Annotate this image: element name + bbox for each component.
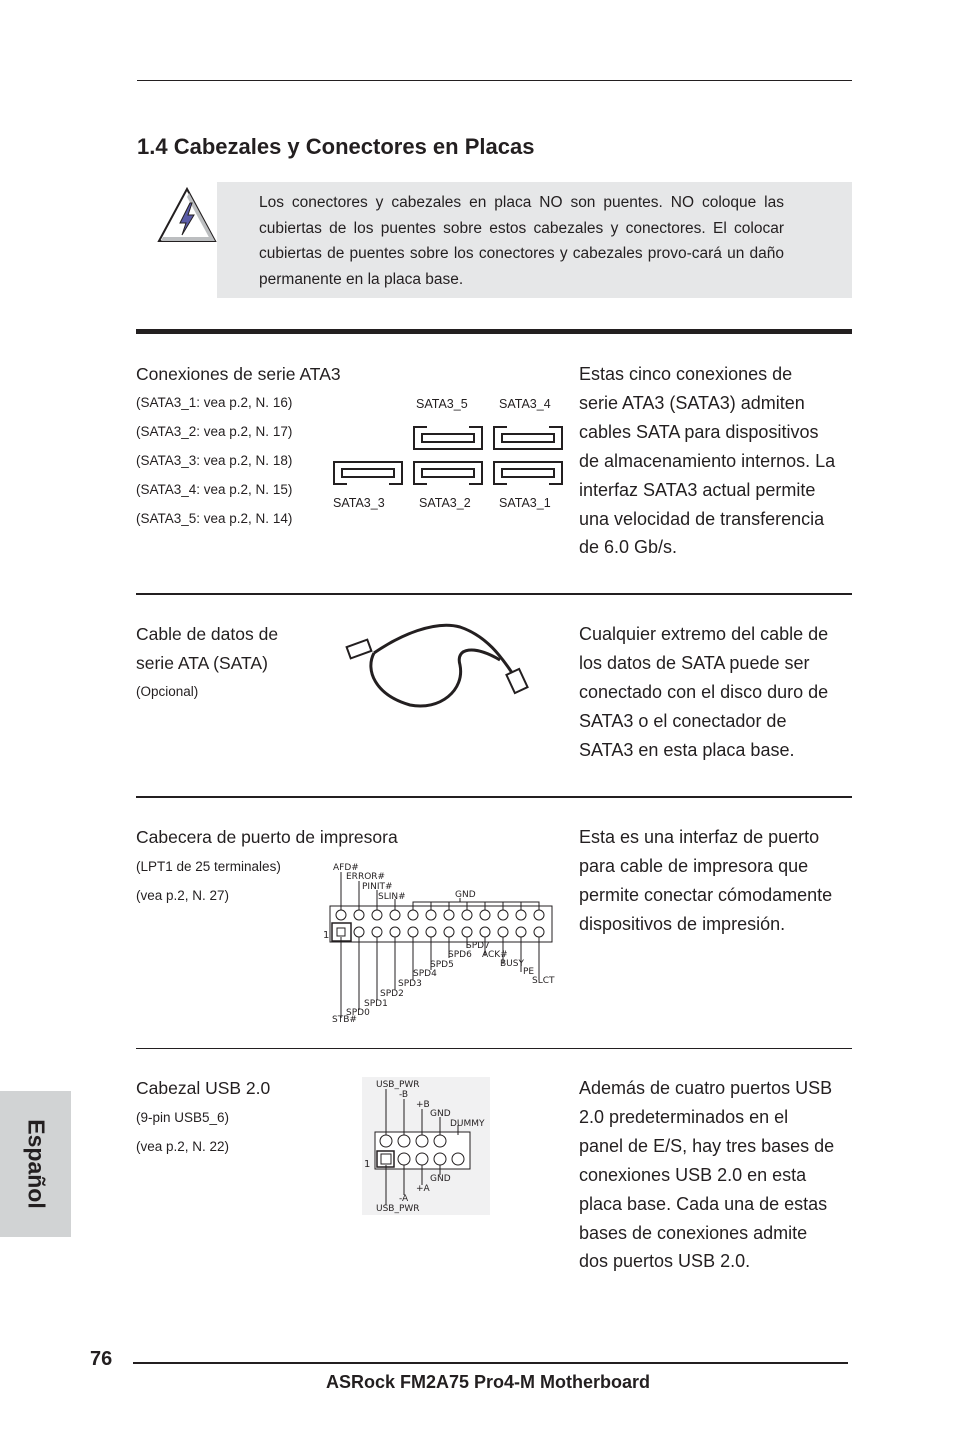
desc-line: 2.0 predeterminados en el: [579, 1106, 789, 1127]
cable-optional-note: (Opcional): [136, 684, 199, 699]
usb-label-plus-b: +B: [416, 1100, 430, 1110]
section-rule: [136, 593, 852, 595]
desc-line: dispositivos de impresión.: [579, 913, 786, 934]
lpt-label-error: ERROR#: [346, 872, 386, 882]
lpt-label-spd0: SPD0: [346, 1008, 370, 1018]
sata-cable-image: [340, 615, 540, 715]
lpt-label-spd1: SPD1: [364, 999, 388, 1009]
warning-icon: [155, 183, 219, 247]
desc-line: interfaz SATA3 actual permite: [579, 479, 816, 500]
lpt-description: [579, 823, 859, 939]
lpt-ref-2: (vea p.2, N. 27): [136, 888, 230, 903]
lpt-label-gnd: GND: [455, 890, 476, 900]
lpt-header-diagram: [320, 858, 560, 1024]
lpt-label-spd4: SPD4: [413, 969, 437, 979]
usb-title: Cabezal USB 2.0: [136, 1078, 271, 1098]
sata-title: Conexiones de serie ATA3: [136, 364, 341, 384]
lpt-label-busy: BUSY: [500, 959, 524, 969]
lpt-label-afd: AFD#: [333, 863, 359, 873]
desc-line: Estas cinco conexiones de: [579, 364, 793, 384]
desc-line: panel de E/S, hay tres bases de: [579, 1135, 835, 1156]
usb-ref-1: (9-pin USB5_6): [136, 1110, 230, 1125]
desc-line: para cable de impresora que: [579, 855, 809, 876]
desc-line: Esta es una interfaz de puerto: [579, 827, 820, 847]
desc-line: Además de cuatro puertos USB: [579, 1078, 833, 1098]
desc-line: de almacenamiento internos. La: [579, 450, 836, 471]
lpt-label-spd3: SPD3: [398, 979, 422, 989]
cable-title-line: serie ATA (SATA): [136, 653, 268, 673]
usb-label-pin-one: 1: [364, 1159, 371, 1170]
lpt-label-spd7: SPD7: [466, 941, 490, 951]
footer-title: ASRock FM2A75 Pro4-M Motherboard: [326, 1372, 651, 1392]
usb-description: [579, 1074, 859, 1276]
usb-label-gnd-top: GND: [430, 1109, 451, 1119]
sata3-1-connector: [493, 461, 563, 485]
usb-ref-2: (vea p.2, N. 22): [136, 1139, 230, 1154]
sata3-3-label: SATA3_3: [333, 496, 385, 510]
footer-rule: [133, 1362, 848, 1364]
lpt-label-pe: PE: [523, 967, 535, 977]
sata-ref-5: (SATA3_5: vea p.2, N. 14): [136, 511, 293, 526]
sata-ref-3: (SATA3_3: vea p.2, N. 18): [136, 453, 293, 468]
lpt-label-spd2: SPD2: [380, 989, 404, 999]
usb-label-minus-a: -A: [399, 1194, 409, 1204]
desc-line: SATA3 o el conectador de: [579, 710, 787, 731]
sata-description: [579, 360, 859, 562]
desc-line: de 6.0 Gb/s.: [579, 537, 678, 558]
lpt-label-spd5: SPD5: [430, 960, 454, 970]
lpt-ref-1: (LPT1 de 25 terminales): [136, 859, 281, 874]
desc-line: dos puertos USB 2.0.: [579, 1251, 751, 1272]
lpt-label-slin: SLIN#: [378, 892, 406, 902]
usb-label-pwr-top: USB_PWR: [376, 1080, 420, 1090]
desc-line: SATA3 en esta placa base.: [579, 739, 795, 760]
desc-line: Cualquier extremo del cable de: [579, 624, 829, 644]
section-rule: [136, 796, 852, 798]
cable-description: [579, 620, 859, 765]
thick-rule: [136, 329, 852, 334]
desc-line: una velocidad de transferencia: [579, 508, 825, 529]
sata3-4-label: SATA3_4: [499, 397, 551, 411]
lpt-label-pin-one: 1: [323, 930, 330, 941]
language-side-tab: [0, 1091, 71, 1237]
lpt-label-spd6: SPD6: [448, 950, 472, 960]
sata3-1-label: SATA3_1: [499, 496, 551, 510]
warning-note-text: Los conectores y cabezales en placa NO son puentes. NO coloque las cubiertas de los puentes sobre estos cabezales y conectores. El colocar cubiertas de puentes sobre los conectores y cabezales provo-cará un daño permanente en la placa base.: [259, 194, 784, 288]
sata3-2-connector: [413, 461, 483, 485]
desc-line: serie ATA3 (SATA3) admiten: [579, 392, 805, 413]
usb-label-minus-b: -B: [399, 1090, 409, 1100]
lpt-label-ack: ACK#: [482, 950, 508, 960]
cable-title: [136, 620, 278, 678]
sata-ref-4: (SATA3_4: vea p.2, N. 15): [136, 482, 293, 497]
lpt-label-pinit: PINIT#: [362, 882, 393, 892]
usb-label-dummy: DUMMY: [450, 1119, 485, 1129]
usb-header-diagram: [362, 1077, 490, 1215]
desc-line: cables SATA para dispositivos: [579, 421, 819, 442]
desc-line: los datos de SATA puede ser: [579, 652, 810, 673]
usb-label-gnd-bot: GND: [430, 1174, 451, 1184]
desc-line: conexiones USB 2.0 en esta: [579, 1164, 807, 1185]
cable-title-line: Cable de datos de: [136, 624, 279, 644]
language-side-tab-label: Español: [23, 1119, 49, 1209]
sata3-3-connector: [333, 461, 403, 485]
section-heading: 1.4 Cabezales y Conectores en Placas: [137, 134, 535, 159]
desc-line: permite conectar cómodamente: [579, 884, 833, 905]
sata-ref-1: (SATA3_1: vea p.2, N. 16): [136, 395, 293, 410]
desc-line: bases de conexiones admite: [579, 1222, 808, 1243]
sata3-5-connector: [413, 426, 483, 450]
lpt-label-slct: SLCT: [532, 976, 555, 986]
desc-line: placa base. Cada una de estas: [579, 1193, 828, 1214]
sata3-5-label: SATA3_5: [416, 397, 468, 411]
usb-label-plus-a: +A: [416, 1184, 430, 1194]
sata3-4-connector: [493, 426, 563, 450]
sata-ref-2: (SATA3_2: vea p.2, N. 17): [136, 424, 293, 439]
page-number: 76: [90, 1348, 113, 1370]
usb-label-pwr-bot: USB_PWR: [376, 1204, 420, 1214]
lpt-label-stb: STB#: [332, 1015, 357, 1024]
top-rule: [137, 80, 852, 81]
section-rule: [136, 1048, 852, 1049]
sata3-2-label: SATA3_2: [419, 496, 471, 510]
desc-line: conectado con el disco duro de: [579, 681, 829, 702]
lpt-title: Cabecera de puerto de impresora: [136, 827, 398, 847]
